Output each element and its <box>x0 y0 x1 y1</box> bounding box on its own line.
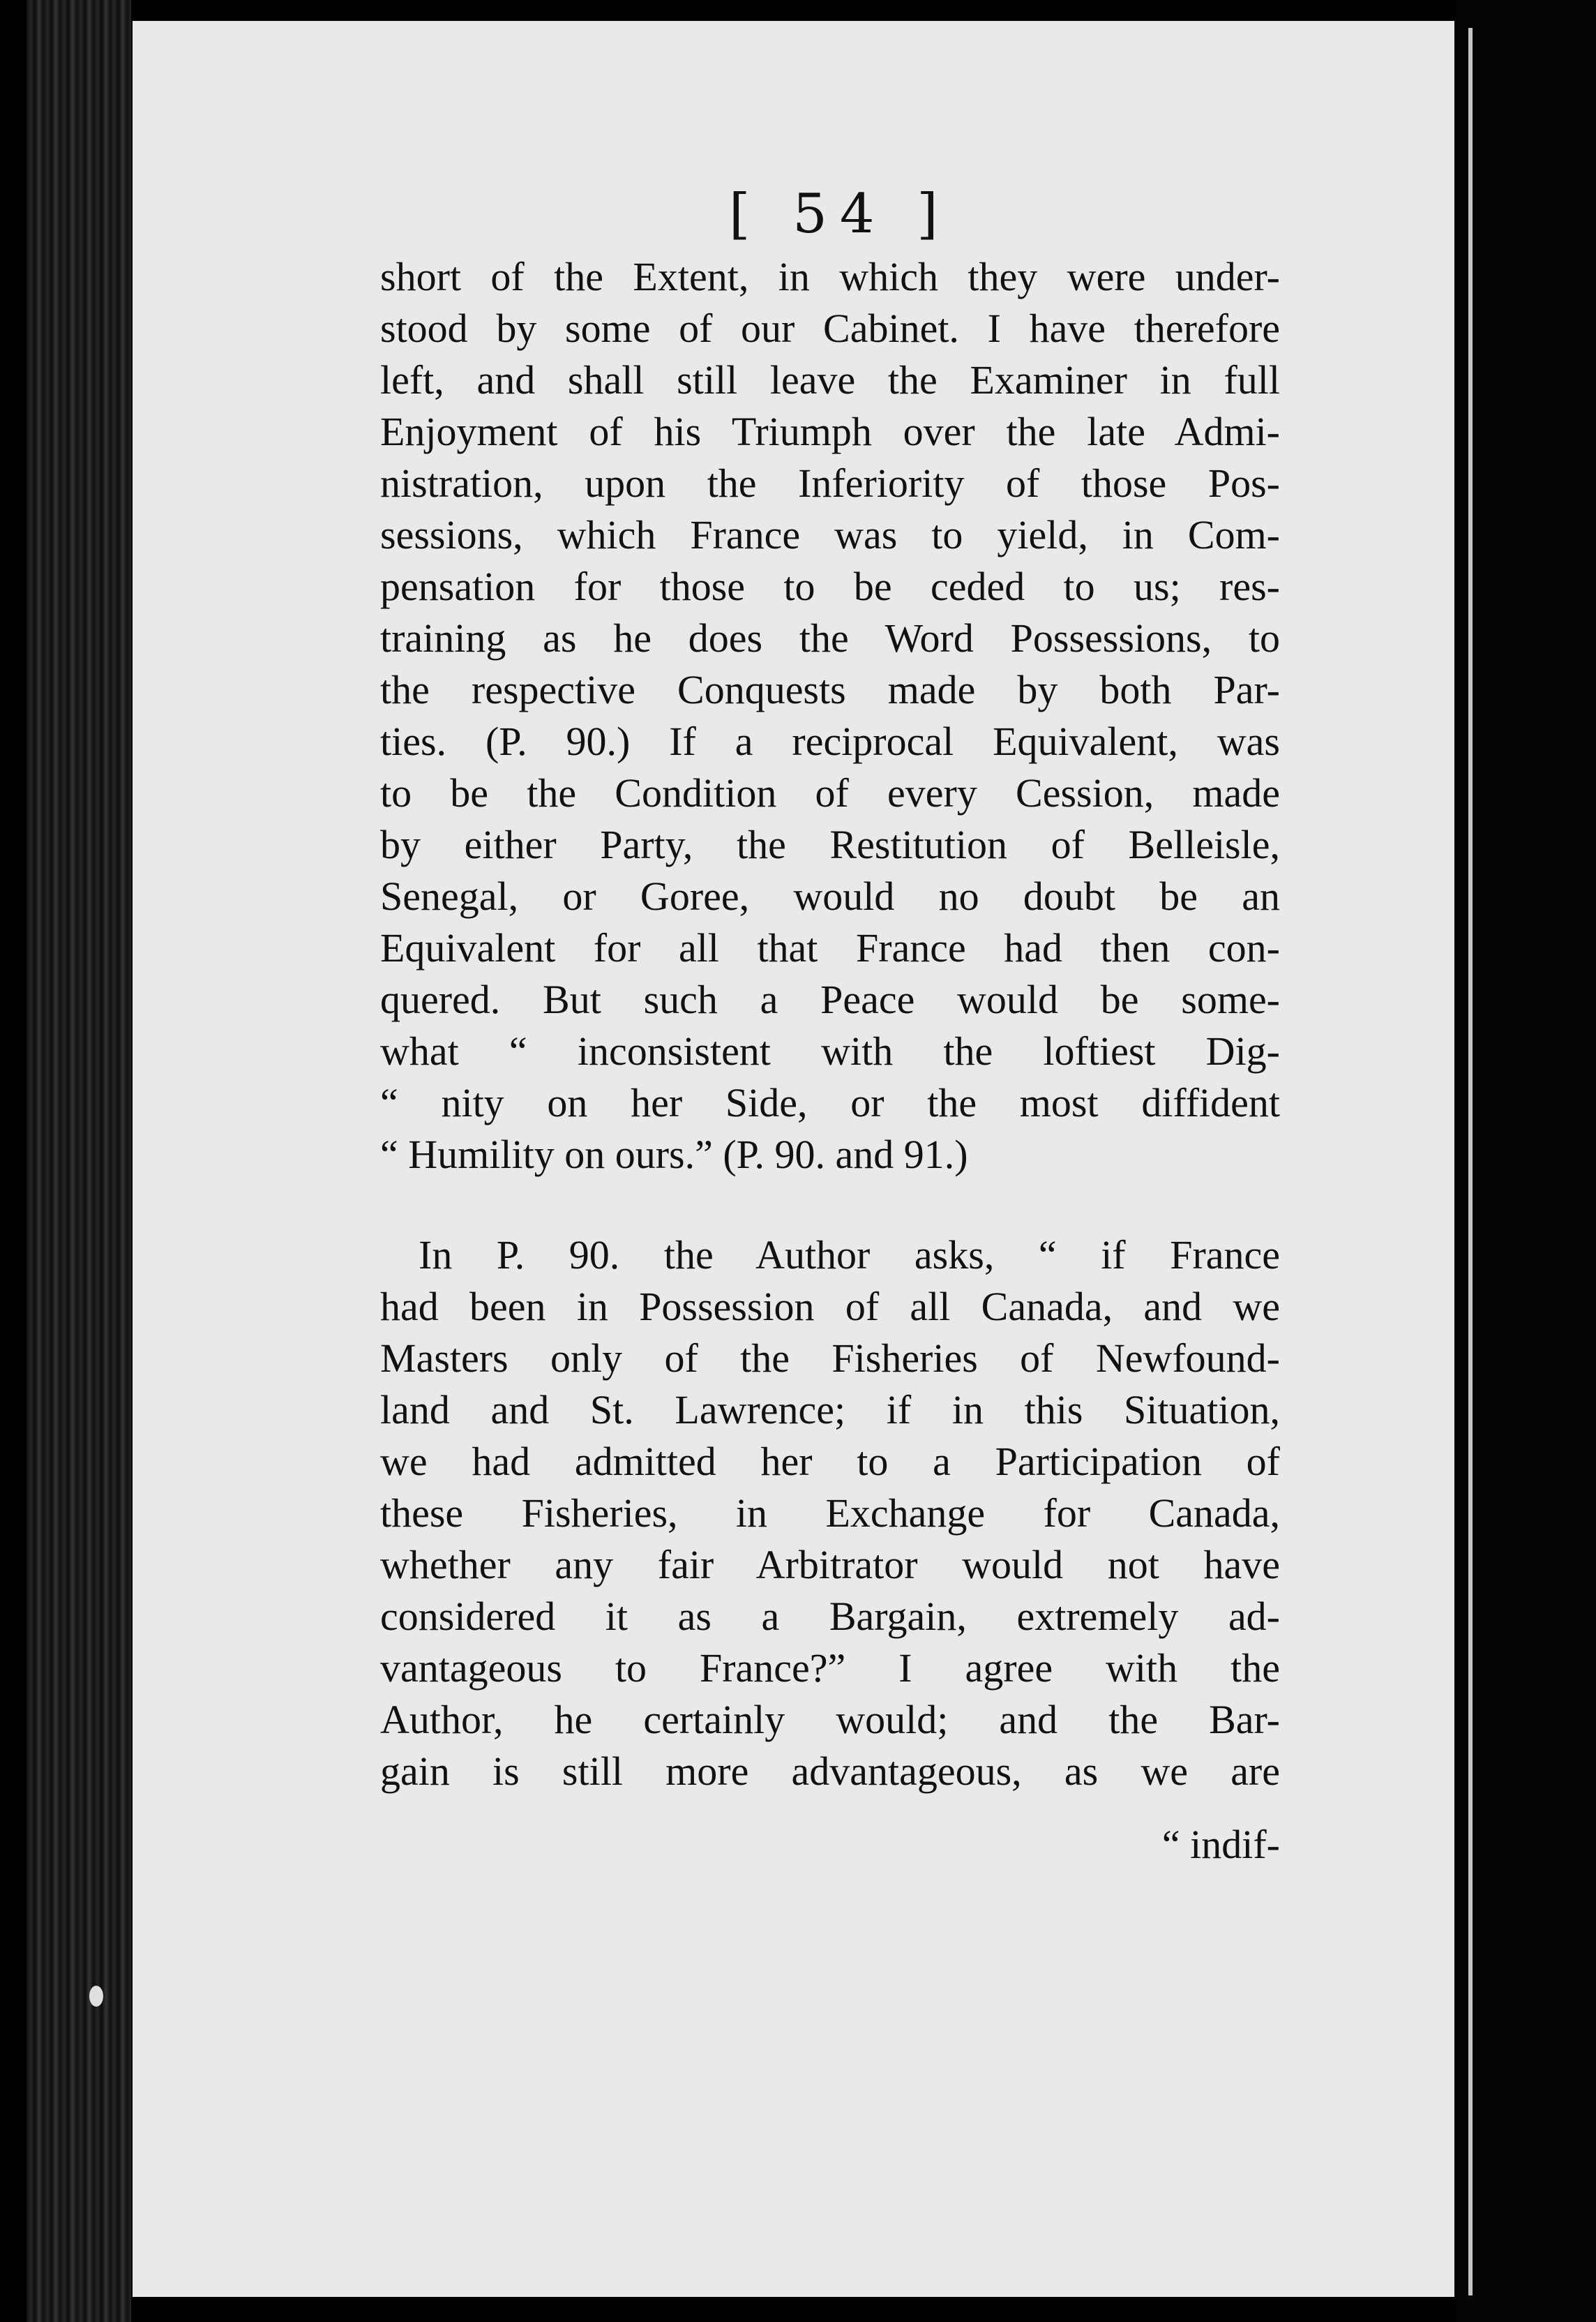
text-line: ties. (P. 90.) If a reciprocal Equivalent, was <box>380 719 1280 764</box>
text-line: short of the Extent, in which they were under- <box>380 254 1280 299</box>
text-line: had been in Possession of all Canada, and we <box>380 1284 1280 1329</box>
text-line: nistration, upon the Inferiority of those Pos- <box>380 460 1280 506</box>
text-line: gain is still more advantageous, as we are <box>380 1748 1280 1794</box>
text-line: stood by some of our Cabinet. I have therefore <box>380 306 1280 351</box>
text-line: vantageous to France?” I agree with the <box>380 1645 1280 1691</box>
text-line: Masters only of the Fisheries of Newfound- <box>380 1335 1280 1381</box>
body-text <box>380 251 1280 1797</box>
text-line: Author, he certainly would; and the Bar- <box>380 1697 1280 1742</box>
text-line: quered. But such a Peace would be some- <box>380 977 1280 1022</box>
paper-spot <box>89 1986 103 2007</box>
text-line: these Fisheries, in Exchange for Canada, <box>380 1490 1280 1536</box>
text-line: left, and shall still leave the Examiner in full <box>380 357 1280 403</box>
text-line: Enjoyment of his Triumph over the late Admi- <box>380 409 1280 454</box>
text-line: land and St. Lawrence; if in this Situation, <box>380 1387 1280 1432</box>
text-line: training as he does the Word Possessions, to <box>380 615 1280 661</box>
text-line: In P. 90. the Author asks, “ if France <box>419 1232 1280 1278</box>
text-line: what “ inconsistent with the loftiest Dig- <box>380 1028 1280 1074</box>
adjacent-page-border <box>1468 28 1473 2295</box>
paragraph-gap <box>380 1181 1280 1229</box>
text-line: the respective Conquests made by both Par- <box>380 667 1280 712</box>
text-line: considered it as a Bargain, extremely ad- <box>380 1594 1280 1639</box>
text-line: Senegal, or Goree, would no doubt be an <box>380 874 1280 919</box>
text-line: pensation for those to be ceded to us; res- <box>380 564 1280 609</box>
text-line: sessions, which France was to yield, in Com- <box>380 512 1280 557</box>
text-line: whether any fair Arbitrator would not have <box>380 1542 1280 1587</box>
text-line: “ nity on her Side, or the most diffident <box>380 1080 1280 1125</box>
catchword: “ indif- <box>1161 1822 1280 1867</box>
text-line: “ Humility on ours.” (P. 90. and 91.) <box>380 1132 968 1177</box>
adjacent-page-edge <box>1456 0 1596 2322</box>
text-line: by either Party, the Restitution of Belleisle, <box>380 822 1280 867</box>
book-spine-edge <box>27 0 131 2322</box>
text-line: Equivalent for all that France had then con- <box>380 925 1280 971</box>
page-number-header: [ 54 ] <box>729 183 951 246</box>
text-line: we had admitted her to a Participation of <box>380 1439 1280 1484</box>
text-line: to be the Condition of every Cession, made <box>380 770 1280 816</box>
